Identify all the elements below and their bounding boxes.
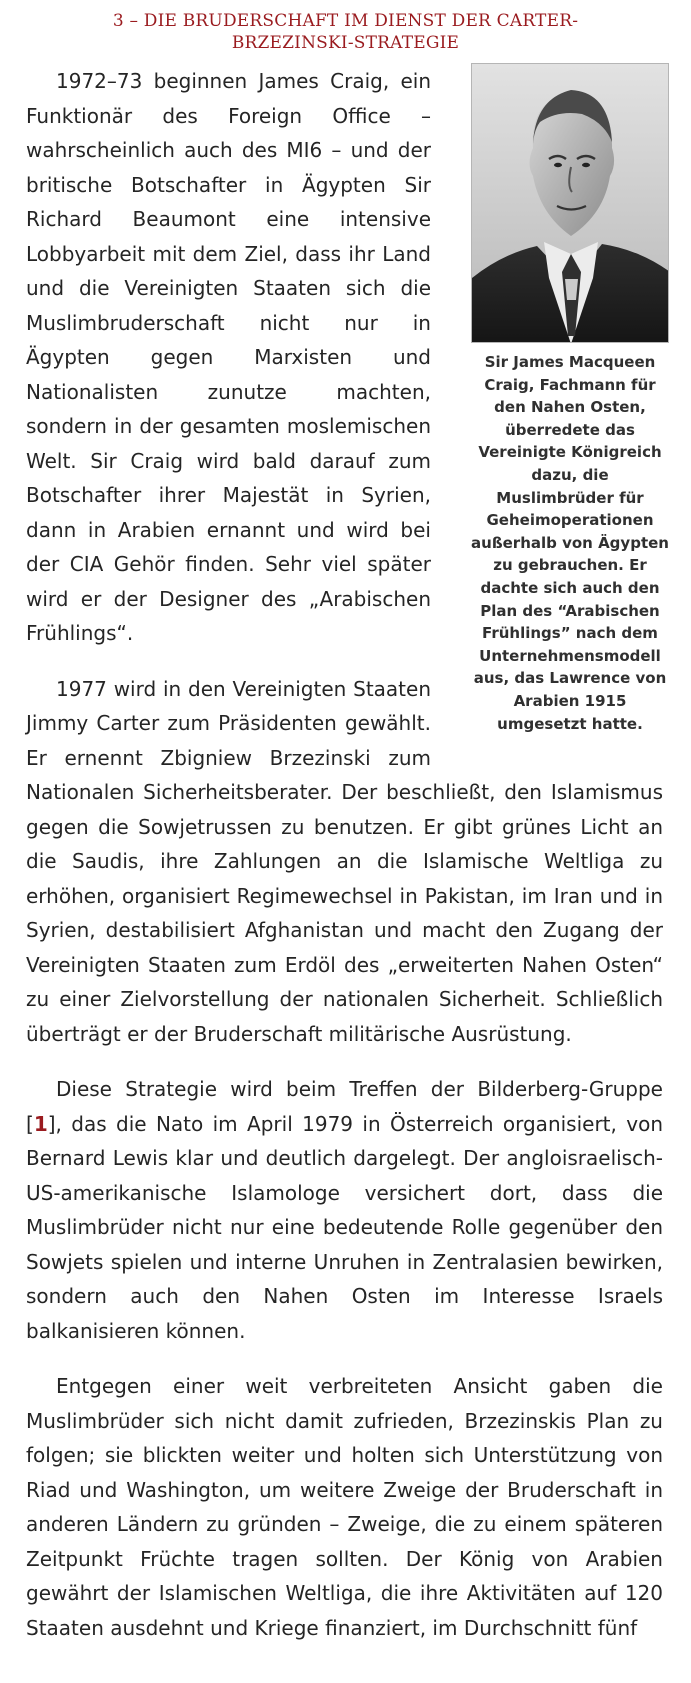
section-title-line-1: 3 – DIE BRUDERSCHAFT IM DIENST DER CARTER- [112,11,579,31]
footnote-link-1[interactable]: 1 [33,1111,48,1136]
section-title [30,10,661,54]
portrait-figure [471,63,669,735]
paragraph-2: 1977 wird in den Vereinigten Staaten Jimmy Carter zum Präsidenten gewählt. Er ernennt Zbigniew Brzezinski zum Nationalen Sicherheitsberater. Der beschließt, den Islamismus gegen die Sowjetrussen zu benutzen. Er gibt grünes Licht an die Saudis, ihre Zahlungen an die Islamische Weltliga zu erhöhen, organisiert Regimewechsel in Pakistan, im Iran und in Syrien, destabilisiert Afghanistan und macht den Zugang der Vereinigten Staaten zum Erdöl des „erweiterten Nahen Osten“ zu einer Zielvorstellung der nationalen Sicherheit. Schließlich überträgt er der Bruderschaft militärische Ausrüstung. [26,676,663,1046]
paragraph-3 [26,1072,663,1348]
paragraph-3-text-before: Diese Strategie wird beim Treffen der Bilderberg-Gruppe [ [26,1077,663,1136]
paragraph-1: 1972–73 beginnen James Craig, ein Funktionär des Foreign Office – wahrscheinlich auch des MI6 – und der britische Botschafter in Ägypten Sir Richard Beaumont eine intensive Lobbyarbeit mit dem Ziel, dass ihr Land und die Vereinigten Staaten sich die Muslimbruderschaft nicht nur in Ägypten gegen Marxisten und Nationalisten zunutze machten, sondern in der gesamten moslemischen Welt. Sir Craig wird bald darauf zum Botschafter ihrer Majestät in Syrien, dann in Arabien ernannt und wird bei der CIA Gehör finden. Sehr viel später wird er der Designer des „Arabischen Frühlings“. [26,69,431,645]
portrait-illustration [472,64,669,343]
portrait-photo [471,63,669,343]
section-title-line-2: BRZEZINSKI-STRATEGIE [231,33,460,53]
photo-caption: Sir James Macqueen Craig, Fachmann für den Nahen Osten, überredete das Vereinigte Königreich dazu, die Muslimbrüder für Geheimoperationen außerhalb von Ägypten zu gebrauchen. Er dachte sich auch den Plan des “Arabischen Frühlings” nach dem Unternehmensmodell aus, das Lawrence von Arabien 1915 umgesetzt hatte. [471,353,669,733]
paragraph-3-text-after: ], das die Nato im April 1979 in Österreich organisiert, von Bernard Lewis klar und deutlich dargelegt. Der angloisraelisch-US-amerikanische Islamologe versichert dort, dass die Muslimbrüder nicht nur eine bedeutende Rolle gegenüber den Sowjets spielen und interne Unruhen in Zentralasien bewirken, sondern auch den Nahen Osten im Interesse Israels balkanisieren können. [26,1111,663,1343]
paragraph-4: Entgegen einer weit verbreiteten Ansicht gaben die Muslimbrüder sich nicht damit zufrieden, Brzezinskis Plan zu folgen; sie blickten weiter und holten sich Unterstützung von Riad und Washington, um weitere Zweige der Bruderschaft in anderen Ländern zu gründen – Zweige, die zu einem späteren Zeitpunkt Früchte tragen sollten. Der König von Arabien gewährt der Islamischen Weltliga, die ihre Aktivitäten auf 120 Staaten ausdehnt und Kriege finanziert, im Durchschnitt fünf [26,1374,663,1640]
